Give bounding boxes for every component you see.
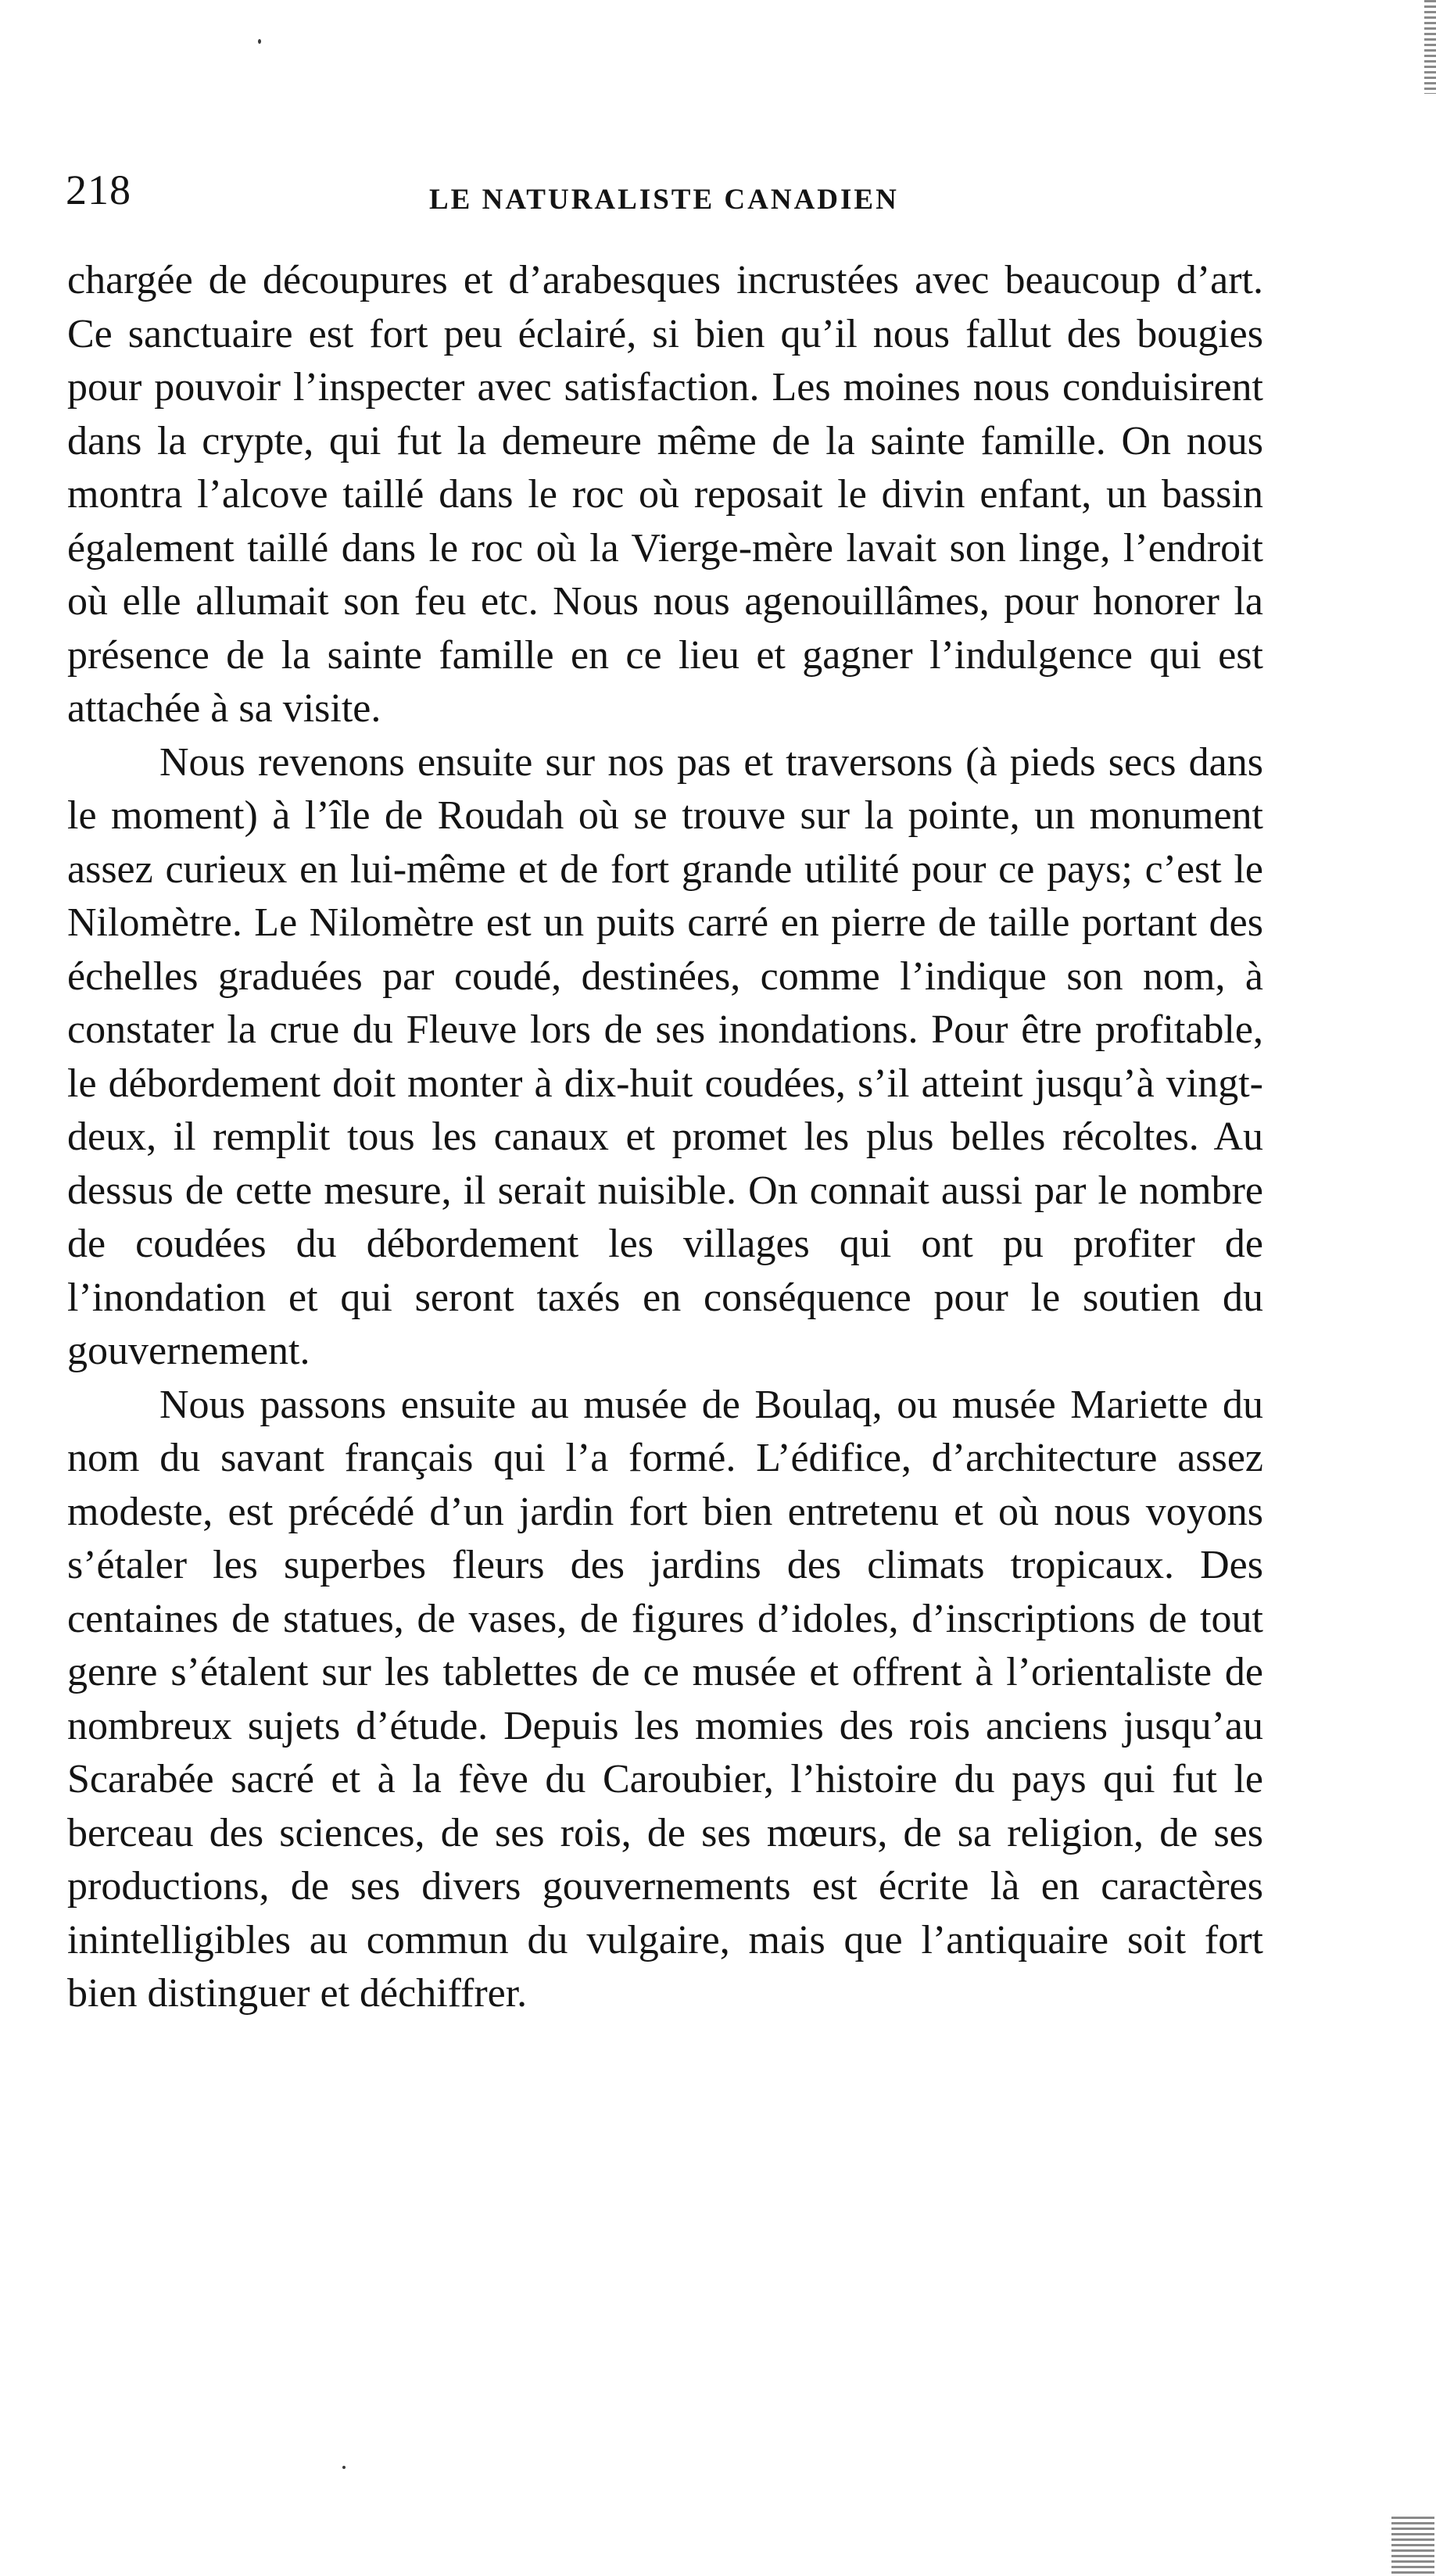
- paragraph-3: Nous passons ensuite au musée de Boulaq, ou musée Mariette du nom du savant français qui l’a formé. L’édifice, d’architecture assez modeste, est précédé d’un jardin fort bien entretenu et où nous voyons s’étaler les superbes fleurs des jardins des climats tropicaux. Des centaines de statues, de vases, de figures d’idoles, d’inscriptions de tout genre s’étalent sur les tablettes de ce musée et offrent à l’orientaliste de nombreux sujets d’étude. Depuis les momies des rois anciens jusqu’au Scarabée sacré et à la fève du Caroubier, l’histoire du pays qui fut le berceau des sciences, de ses rois, de ses mœurs, de sa religion, de ses productions, de ses divers gouvernements est écrite là en caractères inintelligibles au commun du vulgaire, mais que l’antiquaire soit fort bien distinguer et déchiffrer.: [67, 1382, 1263, 2016]
- scan-edge-noise: [1424, 0, 1436, 94]
- running-title: LE NATURALISTE CANADIEN: [429, 184, 899, 216]
- paragraph-2: Nous revenons ensuite sur nos pas et traversons (à pieds secs dans le moment) à l’île de Roudah où se trouve sur la pointe, un monument assez curieux en lui-même et de fort grande utilité pour ce pays; c’est le Nilomètre. Le Nilomètre est un puits carré en pierre de taille portant des échelles graduées par coudé, destinées, comme l’indique son nom, à constater la crue du Fleuve lors de ses inondations. Pour être profitable, le débordement doit monter à dix-huit coudées, s’il atteint jusqu’à vingt-deux, il remplit tous les canaux et promet les plus belles récoltes. Au dessus de cette mesure, il serait nuisible. On connait aussi par le nombre de coudées du débordement les villages qui ont pu profiter de l’inondation et qui seront taxés en conséquence pour le soutien du gouvernement.: [67, 739, 1263, 1373]
- page-header: [66, 160, 1285, 223]
- body-text: [67, 254, 1263, 2021]
- page-number: 218: [66, 166, 131, 213]
- paragraph-1: chargée de découpures et d’arabesques incrustées avec beaucoup d’art. Ce sanctuaire est fort peu éclairé, si bien qu’il nous fallut des bougies pour pouvoir l’inspecter avec satisfaction. Les moines nous conduisirent dans la crypte, qui fut la demeure même de la sainte famille. On nous montra l’alcove taillé dans le roc où reposait le divin enfant, un bassin également taillé dans le roc où la Vierge-mère lavait son linge, l’endroit où elle allumait son feu etc. Nous nous agenouillâmes, pour honorer la présence de la sainte famille en ce lieu et gagner l’indulgence qui est attachée à sa visite.: [67, 258, 1263, 731]
- scan-speck: [258, 39, 261, 44]
- scan-speck: [342, 2466, 346, 2469]
- scan-edge-noise: [1391, 2517, 1434, 2576]
